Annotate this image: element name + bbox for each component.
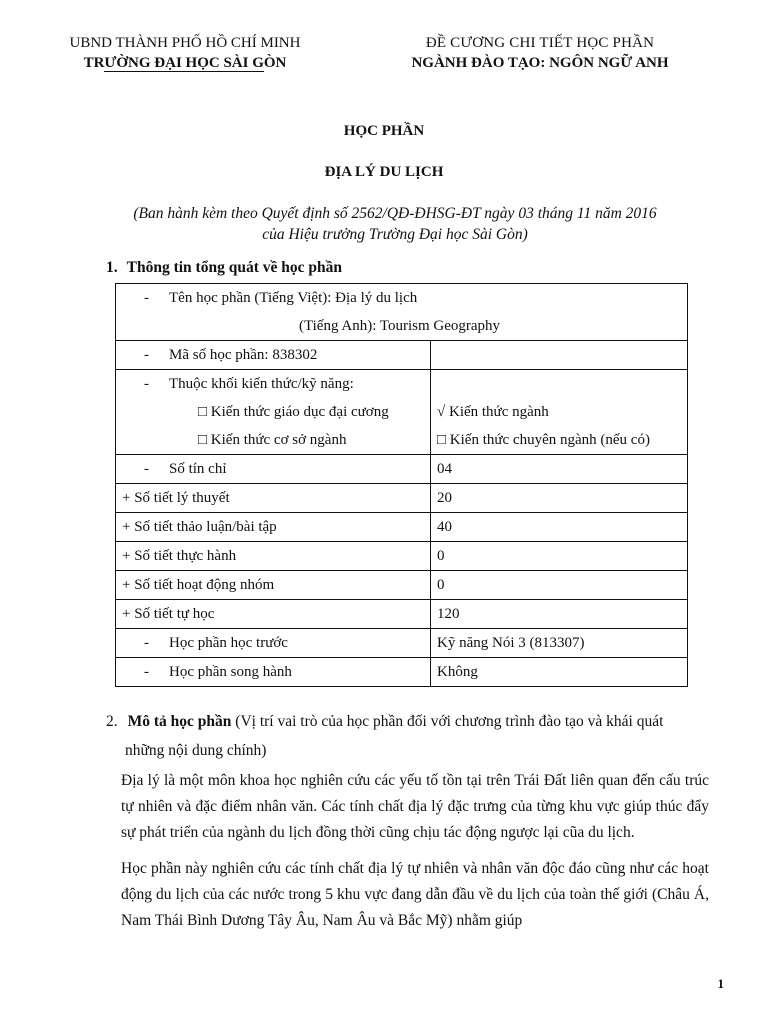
option-major: √ Kiến thức ngành [437, 404, 549, 420]
option-specialized: □ Kiến thức chuyên ngành (nếu có) [437, 432, 650, 448]
header-left [40, 33, 330, 73]
row-label-cell [116, 571, 431, 600]
decree-note [80, 203, 710, 245]
row-label-cell [116, 542, 431, 571]
description-paragraph-2: Học phần này nghiên cứu các tính chất địa lý tự nhiên và nhân văn độc đáo cũng như các hoạt động du lịch của các nước trong 5 khu vực đang dẫn đầu về du lịch của toàn thế giới (Châu Á, Nam Thái Bình Dương Tây Âu, Nam Âu và Bắc Mỹ) nhằm giúp [121, 860, 709, 929]
section-2-note: (Vị trí vai trò của học phần đối với chương trình đào tạo và khái quát [231, 713, 664, 730]
row-label: Học phần song hành [169, 664, 292, 680]
table-row [116, 455, 688, 484]
course-code: Mã số học phần: 838302 [169, 347, 318, 363]
training-program: NGÀNH ĐÀO TẠO: NGÔN NGỮ ANH [411, 55, 669, 71]
page-number: 1 [717, 976, 724, 991]
table-row [116, 370, 688, 455]
row-value: 0 [431, 542, 688, 571]
section-2-heading [106, 711, 726, 762]
row-label: + Số tiết thực hành [122, 548, 237, 564]
header-right [390, 33, 690, 73]
section-1-title: Thông tin tổng quát về học phần [126, 259, 342, 276]
row-label-cell [116, 484, 431, 513]
title-course-label: HỌC PHẦN [343, 123, 425, 139]
course-name-vi: Tên học phần (Tiếng Việt): Địa lý du lịch [169, 290, 418, 306]
course-name-en: (Tiếng Anh): Tourism Geography [299, 318, 501, 334]
header-underline [104, 71, 264, 72]
dash: - [144, 376, 149, 392]
row-value: 04 [431, 455, 688, 484]
row-label: Số tín chỉ [169, 461, 227, 477]
section-1-number: 1. [106, 259, 118, 276]
row-value: Không [431, 658, 688, 687]
option-basic-major: □ Kiến thức cơ sở ngành [198, 432, 347, 448]
table-row [116, 571, 688, 600]
row-label: Học phần học trước [169, 635, 288, 651]
row-value: Kỹ năng Nói 3 (813307) [431, 629, 688, 658]
credit-rows [116, 455, 688, 687]
table-row [116, 484, 688, 513]
row-label: + Số tiết hoạt động nhóm [122, 577, 275, 593]
row-label-cell [116, 455, 431, 484]
city-committee: UBND THÀNH PHỐ HỒ CHÍ MINH [69, 35, 301, 51]
description-paragraph-1: Địa lý là một môn khoa học nghiên cứu các yếu tố tồn tại trên Trái Đất liên quan đến cấu trúc tự nhiên và đặc điểm nhân văn. Các tính chất địa lý đặc trưng của từng khu vực giúp thúc đẩy sự phát triển của ngành du lịch đồng thời cũng chịu tác động ngược lại cũa du lịch. [121, 772, 709, 841]
table-row [116, 284, 688, 341]
row-label-cell [116, 600, 431, 629]
dash: - [144, 461, 149, 477]
dash: - [144, 290, 149, 306]
section-1-heading [106, 257, 342, 279]
course-info-table [115, 283, 688, 687]
row-label-cell [116, 658, 431, 687]
dash: - [144, 635, 149, 651]
decree-line-2: của Hiệu trưởng Trường Đại học Sài Gòn) [262, 226, 528, 243]
option-general-education: □ Kiến thức giáo dục đại cương [198, 404, 389, 420]
section-2-title: Mô tả học phần [127, 713, 232, 730]
table-row [116, 542, 688, 571]
row-label-cell [116, 513, 431, 542]
row-value: 20 [431, 484, 688, 513]
knowledge-cell [116, 370, 431, 455]
row-label: + Số tiết tự học [122, 606, 215, 622]
row-label: + Số tiết lý thuyết [122, 490, 230, 506]
table-row [116, 341, 688, 370]
table-row [116, 629, 688, 658]
knowledge-block-label: Thuộc khối kiến thức/kỹ năng: [169, 376, 354, 392]
table-row [116, 658, 688, 687]
table-row [116, 513, 688, 542]
document-type: ĐỀ CƯƠNG CHI TIẾT HỌC PHẦN [425, 35, 655, 51]
dash: - [144, 347, 149, 363]
row-label: + Số tiết thảo luận/bài tập [122, 519, 277, 535]
row-value: 40 [431, 513, 688, 542]
decree-line-1: (Ban hành kèm theo Quyết định số 2562/QĐ-ĐHSG-ĐT ngày 03 tháng 11 năm 2016 [133, 205, 657, 222]
row-value: 0 [431, 571, 688, 600]
knowledge-options-cell [431, 370, 688, 455]
university-name: TRƯỜNG ĐẠI HỌC SÀI GÒN [83, 55, 287, 71]
empty-cell [431, 341, 688, 370]
dash: - [144, 664, 149, 680]
section-2-note-cont: những nội dung chính) [125, 742, 267, 759]
table-row [116, 600, 688, 629]
row-label-cell [116, 629, 431, 658]
title-course-name: ĐỊA LÝ DU LỊCH [324, 164, 444, 180]
course-name-cell [116, 284, 688, 341]
section-2-number: 2. [106, 713, 118, 730]
course-code-cell [116, 341, 431, 370]
row-value: 120 [431, 600, 688, 629]
